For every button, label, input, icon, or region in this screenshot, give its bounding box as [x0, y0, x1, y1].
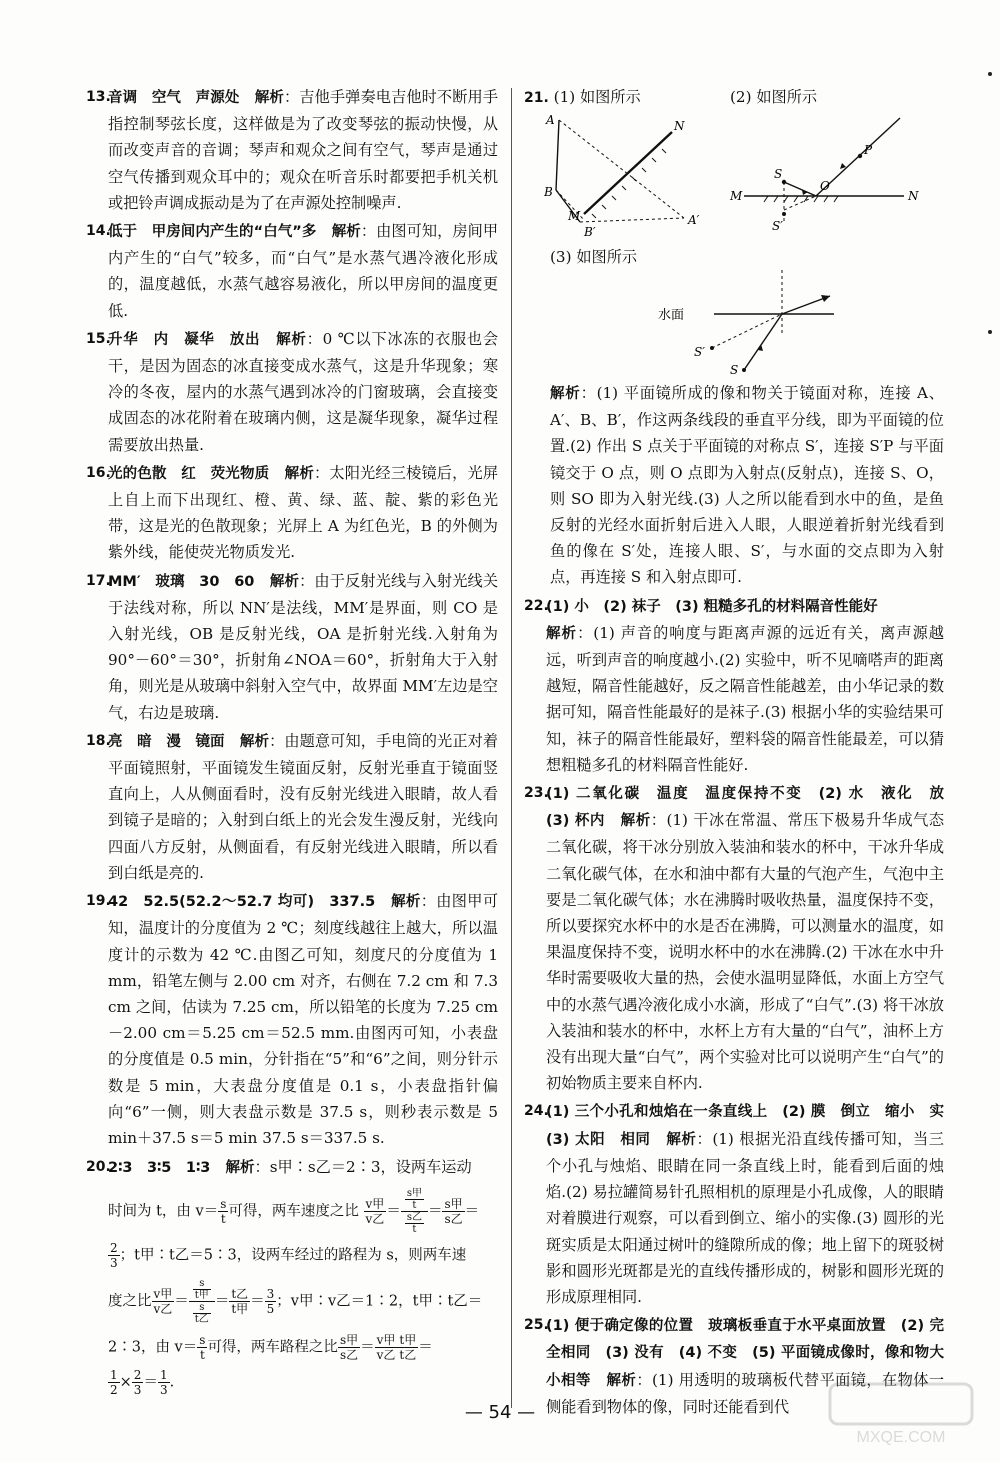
- item-answer: 音调 空气 声源处: [108, 90, 240, 106]
- column-divider: [511, 88, 512, 1408]
- mirror-figure-1: [544, 110, 734, 240]
- equation-line-1: 时间为 t，由 v＝ $\frac{s}{t}$ 可得，两车速度之比 $\frac{\text{v甲}}{\text{v乙}}$ ＝ s甲 t s乙 t ＝ $\frac{\text{s甲}}{\text{s乙}}$ ＝: [108, 1188, 480, 1236]
- analysis-text: 吉他手弹奏电吉他时不断用手指控制琴弦长度，这样做是为了改变琴弦的振动快慢，从而改变声音的音调；琴声和观众之间有空气，琴声是通过空气传播到观众耳中的；观众在听音乐时都要把手机关机或把铃声调成振动是为了在声源处控制噪声.: [108, 88, 499, 212]
- item-number: 20.: [86, 1159, 111, 1176]
- item-answer: (1) 二氧化碳 温度 温度保持不变 (2) 水 液化 放 (3) 杯内: [546, 786, 959, 830]
- equation-line-5: $\frac{1}{2}$ × $\frac{2}{3}$ ＝ $\frac{1}{3}$ .: [110, 1368, 175, 1398]
- answer-item-20: 20. 2∶3 3∶5 1∶3 解析：s甲∶s乙＝2∶3，设两车运动 时间为 t，由 v＝ $\frac{s}{t}$ 可得，两车速度之比 $\frac{\text{v甲}}{\text{v乙}}$ ＝ s甲 t s乙 t ＝ $\frac{\text{s甲}}{\text{s乙}}$ ＝ $\frac{2}{3}$ ；t甲∶t乙＝5∶3，设两车经过的路程为 s，则两车速 度之比 $\frac{\text{v甲}}{\text{v乙}}$ ＝ s t甲 s t乙 ＝ $\frac{\text{t乙}}{\text{t甲}}$ ＝ $\frac{3}{5}$ ；v甲∶v乙＝1∶2，t甲∶t乙＝ 2∶3，由 v＝ $\frac{s}{t}$ 可得，两车路程之比 $\frac{\text{s甲}}{\text{s乙}}$ ＝ $\frac{\text{v甲}}{\text{v乙}}$ $\frac{\text{t甲}}{\text{t乙}}$ ＝ $\frac{1}{2}$ × $\frac{2}{3}$ ＝ $\frac{1}{3}$ .: [86, 1153, 498, 1397]
- analysis-text: 由图可知，房间甲内产生的“白气”较多，而“白气”是水蒸气遇冷液化形成的，温度越低，水蒸气越容易液化，所以甲房间的温度更低.: [108, 222, 499, 320]
- fraction: $\frac{s}{t}$: [220, 1197, 227, 1227]
- fraction: $\frac{\text{v甲}}{\text{v乙}}$: [376, 1333, 396, 1363]
- item-number: 25.: [524, 1317, 549, 1334]
- analysis-keyword: 解析: [254, 90, 284, 106]
- analysis-text: 0 ℃以下冰冻的衣服也会干，是因为固态的冰直接变成水蒸气，这是升华现象；寒冷的冬夜，屋内的水蒸气遇到冰冷的门窗玻璃，会直接变成固态的冰花附着在玻璃内侧，这是凝华现象，凝华过程需要放出热量.: [108, 329, 499, 454]
- mirror-figure-2: [728, 114, 928, 234]
- item-number: 19.: [86, 893, 111, 910]
- item-answer: 升华 内 凝华 放出: [108, 331, 261, 348]
- scan-mark: [988, 330, 992, 334]
- figure-caption-1: (1) 如图所示: [553, 88, 641, 106]
- fraction: $\frac{1}{2}$: [110, 1368, 118, 1398]
- answer-item-13: 13. 音调 空气 声源处 解析：吉他手弹奏电吉他时不断用手指控制琴弦长度，这样做是为了改变琴弦的振动快慢，从而改变声音的音调；琴声和观众之间有空气，琴声是通过空气传播到观众耳中的；观众在听音乐时都要把手机关机或把铃声调成振动是为了在声源处控制噪声.: [86, 84, 498, 216]
- equation-line-3: 度之比 $\frac{\text{v甲}}{\text{v乙}}$ ＝ s t甲 s t乙 ＝ $\frac{\text{t乙}}{\text{t甲}}$ ＝ $\frac{3}{5}$ ；v甲∶v乙＝1∶2，t甲∶t乙＝: [108, 1278, 483, 1326]
- fraction: $\frac{3}{5}$: [266, 1287, 275, 1317]
- label-M: M: [568, 209, 581, 223]
- analysis-keyword: 解析: [391, 894, 421, 911]
- item-answer: (1) 小 (2) 袜子 (3) 粗糙多孔的材料隔音性能好: [546, 598, 878, 615]
- right-column: [524, 84, 959, 1422]
- answer-item-16: 16. 光的色散 红 荧光物质 解析：太阳光经三棱镜后，光屏上自上而下出现红、橙、黄、绿、蓝、靛、紫的彩色光带，这是光的色散现象；光屏上 A 为红色光，B 的外侧为紫外线，能使荧光物质发光.: [86, 460, 498, 566]
- analysis-keyword: 解析: [225, 1160, 255, 1177]
- item-number: 15.: [86, 330, 111, 347]
- analysis-keyword: 解析: [606, 1372, 637, 1389]
- watermark-logo: [826, 1380, 976, 1450]
- item-answer: 42 52.5(52.2～52.7 均可) 337.5: [108, 894, 376, 911]
- label-O: O: [820, 179, 830, 193]
- item-number: 18.: [86, 732, 111, 749]
- equation-line-2: $\frac{2}{3}$ ；t甲∶t乙＝5∶3，设两车经过的路程为 s，则两车速: [110, 1241, 467, 1271]
- analysis-text: 由于反射光线与入射光线关于法线对称，所以 NN′是法线，MM′是界面，则 CO 是入射光线，OB 是反射光线，OA 是折射光线.入射角为 90°－60°＝30°，折射角∠NOA＝60°，折射角大于入射角，则光是从玻璃中斜射入空气中，故界面 MM′左边是空气，右边是玻璃.: [108, 571, 499, 722]
- answer-item-18: 18. 亮 暗 漫 镜面 解析：由题意可知，手电筒的光正对着平面镜照射，平面镜发生镜面反射，反射光垂直于镜面竖直向上，人从侧面看时，没有反射光线进入眼睛，故人看到镜子是暗的；入射到白纸上的光会发生漫反射，光线向四面八方反射，从侧面看，有反射光线进入眼睛，所以看到白纸是亮的.: [86, 728, 498, 886]
- analysis-text: 由图甲可知，温度计的分度值为 2 ℃；刻度线越往上越大，所以温度计的示数为 42 ℃.由图乙可知，刻度尺的分度值为 1 mm，铅笔左侧与 2.00 cm 对齐，右侧在 7.2 cm 和 7.3 cm 之间，估读为 7.25 cm，所以铅笔的长度为 7.25 cm－2.00 cm＝5.25 cm＝52.5 mm.由图丙可知，小表盘的分度值是 0.5 min，分针指在“5”和“6”之间，则分针示数是 5 min，大表盘分度值是 0.1 s，小表盘指针偏向“6”一侧，则大表盘示数是 37.5 s，则秒表示数是 5 min＋37.5 s＝5 min 37.5 s＝337.5 s.: [108, 892, 499, 1147]
- item-answer: 亮 暗 漫 镜面: [108, 733, 225, 750]
- fraction: $\frac{\text{t乙}}{\text{t甲}}$: [231, 1287, 249, 1317]
- analysis-keyword: 解析: [331, 224, 361, 241]
- item-answer: (1) 便于确定像的位置 玻璃板垂直于水平桌面放置 (2) 完全相同 (3) 没有 (4) 不变 (5) 平面镜成像时，像和物大小相等: [546, 1318, 944, 1389]
- item-number: 13.: [86, 89, 111, 105]
- fraction: $\frac{\text{v甲}}{\text{v乙}}$: [153, 1287, 173, 1317]
- scan-mark: [988, 72, 992, 76]
- answer-item-19: 19. 42 52.5(52.2～52.7 均可) 337.5 解析：由图甲可知，温度计的分度值为 2 ℃；刻度线越往上越大，所以温度计的示数为 42 ℃.由图乙可知，刻度尺的分度值为 1 mm，铅笔左侧与 2.00 cm 对齐，右侧在 7.2 cm 和 7.3 cm 之间，估读为 7.25 cm，所以铅笔的长度为 7.25 cm－2.00 cm＝5.25 cm＝52.5 mm.由图丙可知，小表盘的分度值是 0.5 min，分针指在“5”和“6”之间，则分针示数是 5 min，大表盘分度值是 0.1 s，小表盘指针偏向“6”一侧，则大表盘示数是 37.5 s，则秒表示数是 5 min＋37.5 s＝5 min 37.5 s＝337.5 s.: [86, 888, 498, 1151]
- figure-caption-2: (2) 如图所示: [730, 88, 818, 106]
- label-S: S: [730, 363, 739, 376]
- item-answer: 2∶3 3∶5 1∶3: [108, 1160, 211, 1177]
- item-answer: 光的色散 红 荧光物质: [108, 465, 270, 482]
- fraction: $\frac{s}{t}$: [199, 1333, 206, 1363]
- left-column: [86, 84, 498, 1399]
- item-answer: MM′ 玻璃 30 60: [108, 573, 255, 590]
- item-number: 22.: [524, 597, 549, 614]
- label-S-prime: S′: [694, 345, 705, 359]
- item-number: 16.: [86, 464, 111, 481]
- label-S: S: [774, 167, 783, 181]
- analysis-keyword: 解析: [276, 331, 307, 348]
- answer-item-24: 24. (1) 三个小孔和烛焰在一条直线上 (2) 膜 倒立 缩小 实 (3) 太阳 相同 解析：(1) 根据光沿直线传播可知，当三个小孔与烛焰、眼睛在同一条直线上时，能看到后面的烛焰.(2) 易拉罐简易针孔照相机的原理是小孔成像，人的眼睛对着膜进行观察，可以看到倒立、缩小的实像.(3) 圆形的光斑实质是太阳通过树叶的缝隙所成的像；地上留下的斑驳树影和圆形光斑都是光的直线传播形成的，树影和圆形光斑的形成原理相同.: [524, 1098, 944, 1310]
- analysis-keyword: 解析: [550, 386, 581, 402]
- analysis-text: (1) 用透明的玻璃板代替平面镜，在物体一侧能看到物体的像，同时还能看到代: [546, 1370, 945, 1416]
- label-N: N: [908, 189, 919, 203]
- item-number: 17.: [86, 572, 111, 589]
- item-number: 14.: [86, 223, 111, 240]
- figure-row-1: [524, 106, 944, 244]
- answer-item-23: 23. (1) 二氧化碳 温度 温度保持不变 (2) 水 液化 放 (3) 杯内 解析：(1) 干冰在常温、常压下极易升华成气态二氧化碳，将干冰分别放入装油和装水的杯中，干冰升华成二氧化碳气体，在水和油中都有大量的气泡产生，气泡中主要是二氧化碳气体；水在沸腾时吸收热量，温度保持不变，所以要探究水杯中的水是否在沸腾，可以测量水的温度，如果温度保持不变，说明水杯中的水在沸腾.(2) 干冰在水中升华时需要吸收大量的热，会使水温明显降低，水面上方空气中的水蒸气遇冷液化成小水滴，形成了“白气”.(3) 将干冰放入装油和装水的杯中，水杯上方有大量的“白气”，油杯上方没有出现大量“白气”，两个实验对比可以说明产生“白气”的初始物质主要来自杯内.: [524, 780, 944, 1096]
- label-M: M: [730, 189, 743, 203]
- fraction: $\frac{2}{3}$: [110, 1241, 118, 1271]
- item-answer: (1) 三个小孔和烛焰在一条直线上 (2) 膜 倒立 缩小 实 (3) 太阳 相同: [546, 1104, 959, 1148]
- item-number: 21.: [524, 90, 549, 106]
- page-number: — 54 —: [464, 1402, 536, 1423]
- fraction: s t甲 s t乙: [189, 1278, 215, 1325]
- answer-item-17: 17. MM′ 玻璃 30 60 解析：由于反射光线与入射光线关于法线对称，所以 NN′是法线，MM′是界面，则 CO 是入射光线，OB 是反射光线，OA 是折射光线.入射角为 90°－60°＝30°，折射角∠NOA＝60°，折射角大于入射角，则光是从玻璃中斜射入空气中，故界面 MM′左边是空气，右边是玻璃.: [86, 568, 498, 726]
- refraction-figure: [654, 266, 864, 376]
- label-P: P: [864, 143, 873, 157]
- fraction: $\frac{\text{s甲}}{\text{s乙}}$: [444, 1197, 463, 1227]
- analysis-text: 由题意可知，手电筒的光正对着平面镜照射，平面镜发生镜面反射，反射光垂直于镜面竖直向上，人从侧面看时，没有反射光线进入眼睛，故人看到镜子是暗的；入射到白纸上的光会发生漫反射，光线向四面八方反射，从侧面看，有反射光线进入眼睛，所以看到白纸是亮的.: [108, 731, 499, 882]
- fraction: $\frac{2}{3}$: [133, 1368, 142, 1398]
- fraction: $\frac{\text{s甲}}{\text{s乙}}$: [339, 1333, 359, 1363]
- analysis-text: (1) 干冰在常温、常压下极易升华成气态二氧化碳，将干冰分别放入装油和装水的杯中，干冰升华成二氧化碳气体，在水和油中都有大量的气泡产生，气泡中主要是二氧化碳气体；水在沸腾时吸收热量，温度保持不变，所以要探究水杯中的水是否在沸腾，可以测量水的温度，如果温度保持不变，说明水杯中的水在沸腾.(2) 干冰在水中升华时需要吸收大量的热，会使水温明显降低，水面上方空气中的水蒸气遇冷液化成小水滴，形成了“白气”.(3) 将干冰放入装油和装水的杯中，水杯上方有大量的“白气”，油杯上方没有出现大量“白气”，两个实验对比可以说明产生“白气”的初始物质主要来自杯内.: [546, 811, 945, 1093]
- label-water-surface: 水面: [658, 308, 685, 323]
- analysis-keyword: 解析: [269, 573, 300, 590]
- analysis-keyword: 解析: [620, 813, 651, 830]
- analysis-text: (1) 平面镜所成的像和物关于镜面对称，连接 A、A′、B、B′，作这两条线段的垂直平分线，即为平面镜的位置.(2) 作出 S 点关于平面镜的对称点 S′，连接 S′P 与平面镜交于 O 点，则 O 点即为入射点(反射点)，连接 S、O，则 SO 即为入射光线.(3) 人之所以能看到水中的鱼，是鱼反射的光经水面折射后进入人眼，人眼逆着折射光线看到鱼的像在 S′处，连接人眼、S′，与水面的交点即为入射点，再连接 S 和入射点即可.: [550, 384, 944, 587]
- answer-item-15: 15. 升华 内 凝华 放出 解析：0 ℃以下冰冻的衣服也会干，是因为固态的冰直接变成水蒸气，这是升华现象；寒冷的冬夜，屋内的水蒸气遇到冰冷的门窗玻璃，会直接变成固态的冰花附着在玻璃内侧，这是凝华现象，凝华过程需要放出热量.: [86, 326, 498, 458]
- fraction: $\frac{1}{3}$: [159, 1368, 168, 1398]
- label-B-prime: B′: [584, 225, 596, 239]
- analysis-text: s甲∶s乙＝2∶3，设两车运动: [269, 1158, 472, 1177]
- label-S-prime: S′: [772, 219, 783, 233]
- label-B: B: [544, 185, 553, 199]
- analysis-keyword: 解析: [666, 1131, 697, 1148]
- answer-item-22: 22. (1) 小 (2) 袜子 (3) 粗糙多孔的材料隔音性能好 解析：(1) 声音的响度与距离声源的远近有关，离声源越远，听到声音的响度越小.(2) 实验中，听不见嘀嗒声的距离越短，隔音性能越好，反之隔音性能越差，由小华记录的数据可知，隔音性能最好的是袜子.(3) 根据小华的实验结果可知，袜子的隔音性能最好，塑料袋的隔音性能最差，可以猜想粗糙多孔的材料隔音性能好.: [524, 593, 944, 778]
- label-A-prime: A′: [688, 213, 700, 227]
- fraction: $\frac{\text{t甲}}{\text{t乙}}$: [399, 1333, 417, 1363]
- label-A: A: [546, 113, 555, 127]
- analysis-text: (1) 声音的响度与距离声源的远近有关，离声源越远，听到声音的响度越小.(2) 实验中，听不见嘀嗒声的距离越短，隔音性能越好，反之隔音性能越差，由小华记录的数据可知，隔音性能最好的是袜子.(3) 根据小华的实验结果可知，袜子的隔音性能最好，塑料袋的隔音性能最差，可以猜想粗糙多孔的材料隔音性能好.: [546, 623, 944, 774]
- label-N: N: [674, 119, 685, 133]
- analysis-keyword: 解析: [239, 733, 270, 750]
- answer-item-25: 25. (1) 便于确定像的位置 玻璃板垂直于水平桌面放置 (2) 完全相同 (3) 没有 (4) 不变 (5) 平面镜成像时，像和物大小相等 解析：(1) 用透明的玻璃板代替平面镜，在物体一侧能看到物体的像，同时还能看到代: [524, 1312, 944, 1420]
- analysis-text: (1) 根据光沿直线传播可知，当三个小孔与烛焰、眼睛在同一条直线上时，能看到后面的烛焰.(2) 易拉罐简易针孔照相机的原理是小孔成像，人的眼睛对着膜进行观察，可以看到倒立、缩小的实像.(3) 圆形的光斑实质是太阳通过树叶的缝隙所成的像；地上留下的斑驳树影和圆形光斑都是光的直线传播形成的，树影和圆形光斑的形成原理相同.: [546, 1129, 944, 1306]
- item-answer: 低于 甲房间内产生的“白气”多: [108, 224, 317, 241]
- answer-item-21: 21. (1) 如图所示 (2) 如图所示 A N B M B′ A′ S O P M N S′ (3) 如图所示 水面 S′ S 解析：(1) 平面镜所成的像和物关于镜面对称，连接 A、A′、B、B′，作这两条线段的垂直平分线，即为平面镜的位置.(2) 作出 S 点关于平面镜的对称点 S′，连接 S′P 与平面镜交于 O 点，则 O 点即为入射点(反射点)，连接 S、O，则 SO 即为入射光线.(3) 人之所以能看到水中的鱼，是鱼反射的光经水面折射后进入人眼，人眼逆着折射光线看到鱼的像在 S′处，连接人眼、S′，与水面的交点即为入射点，再连接 S 和入射点即可.: [524, 84, 944, 591]
- fraction: s甲 t s乙 t: [401, 1188, 428, 1235]
- analysis-keyword: 解析: [284, 465, 314, 482]
- figure-row-2: [524, 266, 944, 380]
- svg-text:MXQE.COM: MXQE.COM: [856, 1429, 946, 1446]
- answer-item-14: 14. 低于 甲房间内产生的“白气”多 解析：由图可知，房间甲内产生的“白气”较多，而“白气”是水蒸气遇冷液化形成的，温度越低，水蒸气越容易液化，所以甲房间的温度更低.: [86, 218, 498, 324]
- analysis-keyword: 解析: [546, 625, 578, 642]
- item-number: 23.: [524, 785, 549, 802]
- analysis-text: 太阳光经三棱镜后，光屏上自上而下出现红、橙、黄、绿、蓝、靛、紫的彩色光带，这是光的色散现象；光屏上 A 为红色光，B 的外侧为紫外线，能使荧光物质发光.: [108, 463, 499, 562]
- equation-line-4: 2∶3，由 v＝ $\frac{s}{t}$ 可得，两车路程之比 $\frac{\text{s甲}}{\text{s乙}}$ ＝ $\frac{\text{v甲}}{\text{v乙}}$ $\frac{\text{t甲}}{\text{t乙}}$ ＝: [108, 1333, 433, 1363]
- figure-caption-3: (3) 如图所示: [550, 248, 638, 266]
- item-number: 24.: [524, 1103, 549, 1120]
- fraction: $\frac{\text{v甲}}{\text{v乙}}$: [365, 1197, 385, 1227]
